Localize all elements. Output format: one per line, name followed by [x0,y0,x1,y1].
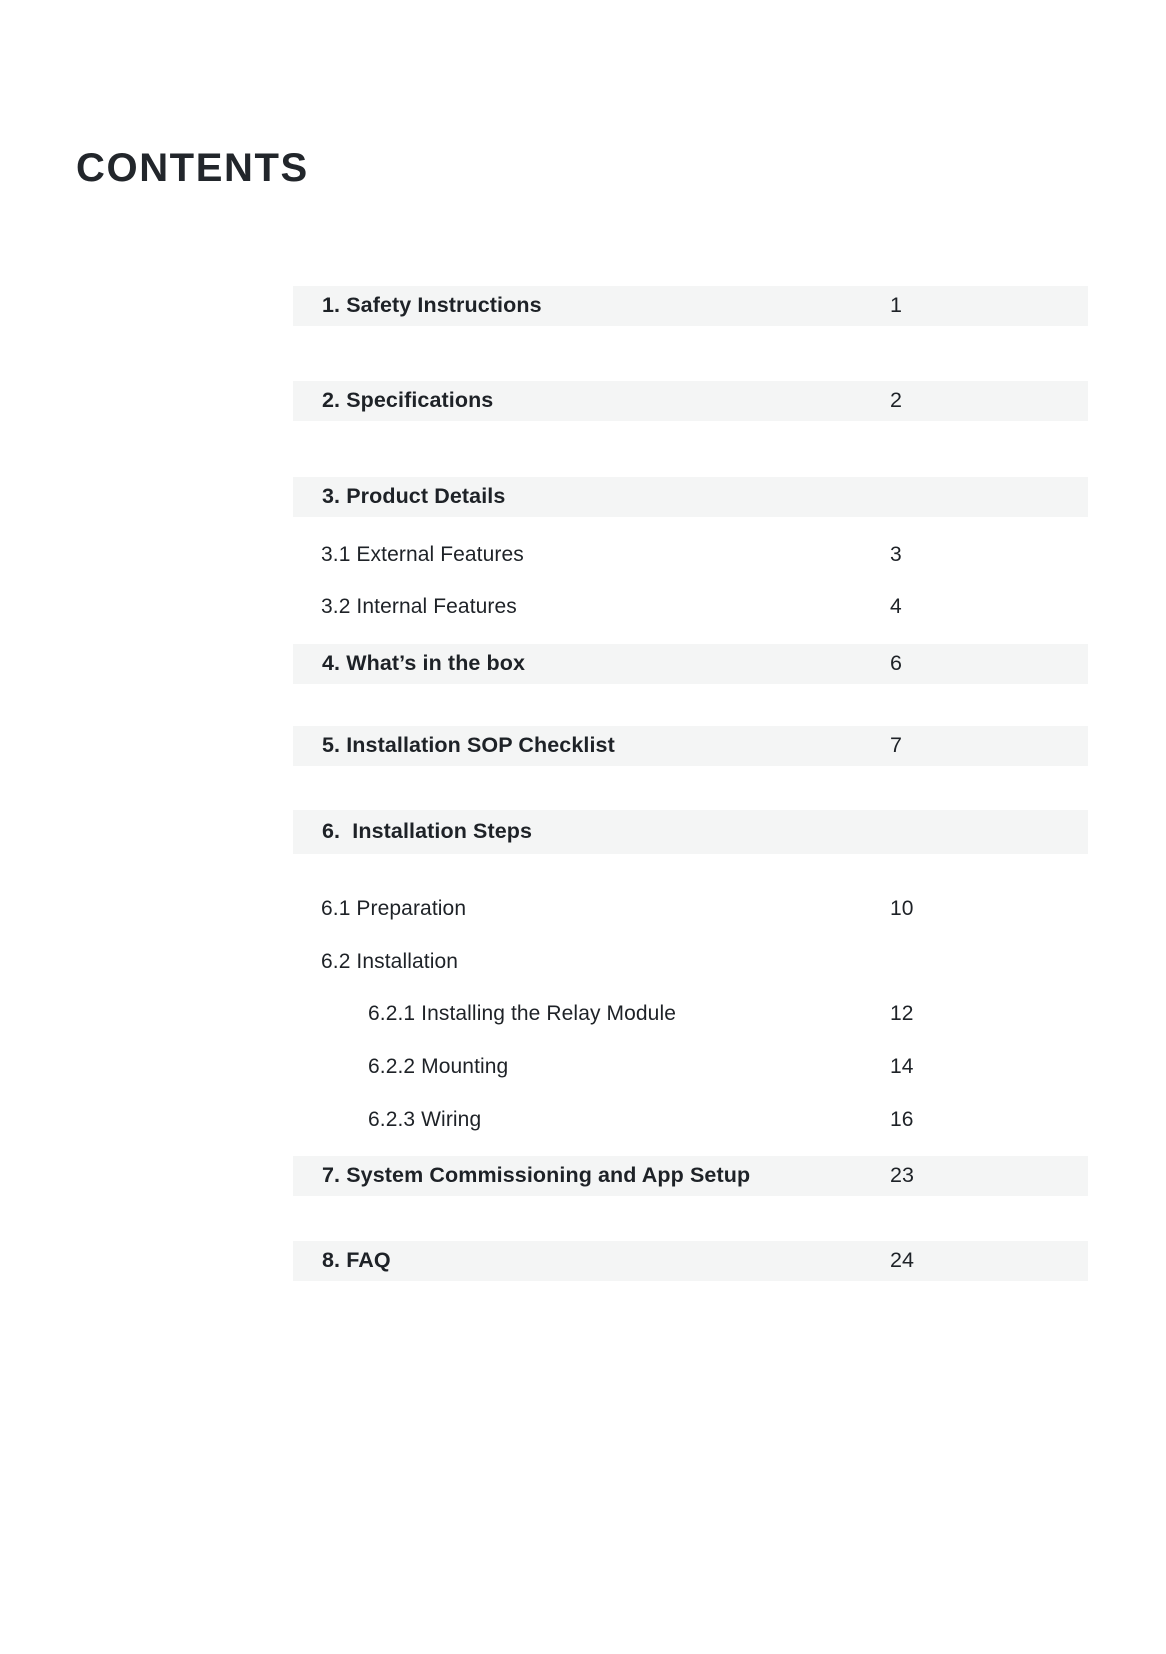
toc-entry-label: 3.2 Internal Features [321,594,517,618]
toc-entry-page-number: 16 [890,1107,914,1131]
toc-entry-page-number: 3 [890,542,902,566]
toc-entry-page-number: 10 [890,896,914,920]
toc-entry-page-number: 24 [890,1248,915,1273]
toc-entry-page-number: 4 [890,594,902,618]
toc-entry-page-number: 14 [890,1054,914,1078]
spacer [293,1084,1088,1101]
toc-entry-wiring[interactable] [293,1101,1088,1137]
toc-entry-page-number: 1 [890,293,903,318]
spacer [293,624,1088,644]
toc-entry-page-number: 7 [890,733,903,758]
spacer [293,854,1088,890]
page-title: CONTENTS [76,146,309,190]
toc-entry-label: 2. Specifications [322,388,494,413]
toc-entry-product-details[interactable] [293,477,1088,517]
spacer [293,766,1088,810]
toc-entry-whats-in-the-box[interactable] [293,644,1088,684]
toc-entry-mounting[interactable] [293,1048,1088,1084]
toc-entry-installing-the-relay-module[interactable] [293,995,1088,1031]
toc-entry-label: 6.1 Preparation [321,896,467,920]
toc-entry-label: 4. What’s in the box [322,651,526,676]
spacer [293,1031,1088,1048]
toc-entry-external-features[interactable] [293,536,1088,572]
toc-entry-system-commissioning-and-app-setup[interactable] [293,1156,1088,1196]
toc-entry-label: 5. Installation SOP Checklist [322,733,615,758]
toc-entry-label: 3. Product Details [322,484,506,509]
toc-entry-installation[interactable] [293,943,1088,979]
spacer [293,572,1088,588]
spacer [293,1196,1088,1241]
spacer [293,326,1088,381]
toc-entry-label: 6.2.1 Installing the Relay Module [368,1001,676,1025]
toc-entry-faq[interactable] [293,1241,1088,1281]
toc-entry-page-number: 12 [890,1001,914,1025]
toc-entry-preparation[interactable] [293,890,1088,926]
table-of-contents [293,286,1088,1281]
spacer [293,421,1088,477]
spacer [293,1137,1088,1156]
toc-entry-page-number: 6 [890,651,903,676]
toc-entry-label: 6.2.2 Mounting [368,1054,509,1078]
spacer [293,517,1088,536]
toc-entry-label: 6. Installation Steps [322,819,533,844]
toc-entry-page-number: 2 [890,388,903,413]
spacer [293,979,1088,995]
toc-entry-label: 1. Safety Instructions [322,293,542,318]
toc-entry-internal-features[interactable] [293,588,1088,624]
toc-entry-label: 6.2 Installation [321,949,459,973]
toc-entry-installation-steps[interactable] [293,810,1088,854]
toc-entry-installation-sop-checklist[interactable] [293,726,1088,766]
spacer [293,926,1088,943]
toc-entry-label: 7. System Commissioning and App Setup [322,1163,751,1188]
toc-entry-label: 8. FAQ [322,1248,391,1273]
toc-entry-specifications[interactable] [293,381,1088,421]
spacer [293,684,1088,726]
toc-entry-label: 6.2.3 Wiring [368,1107,482,1131]
toc-entry-label: 3.1 External Features [321,542,524,566]
toc-entry-page-number: 23 [890,1163,915,1188]
toc-entry-safety-instructions[interactable] [293,286,1088,326]
